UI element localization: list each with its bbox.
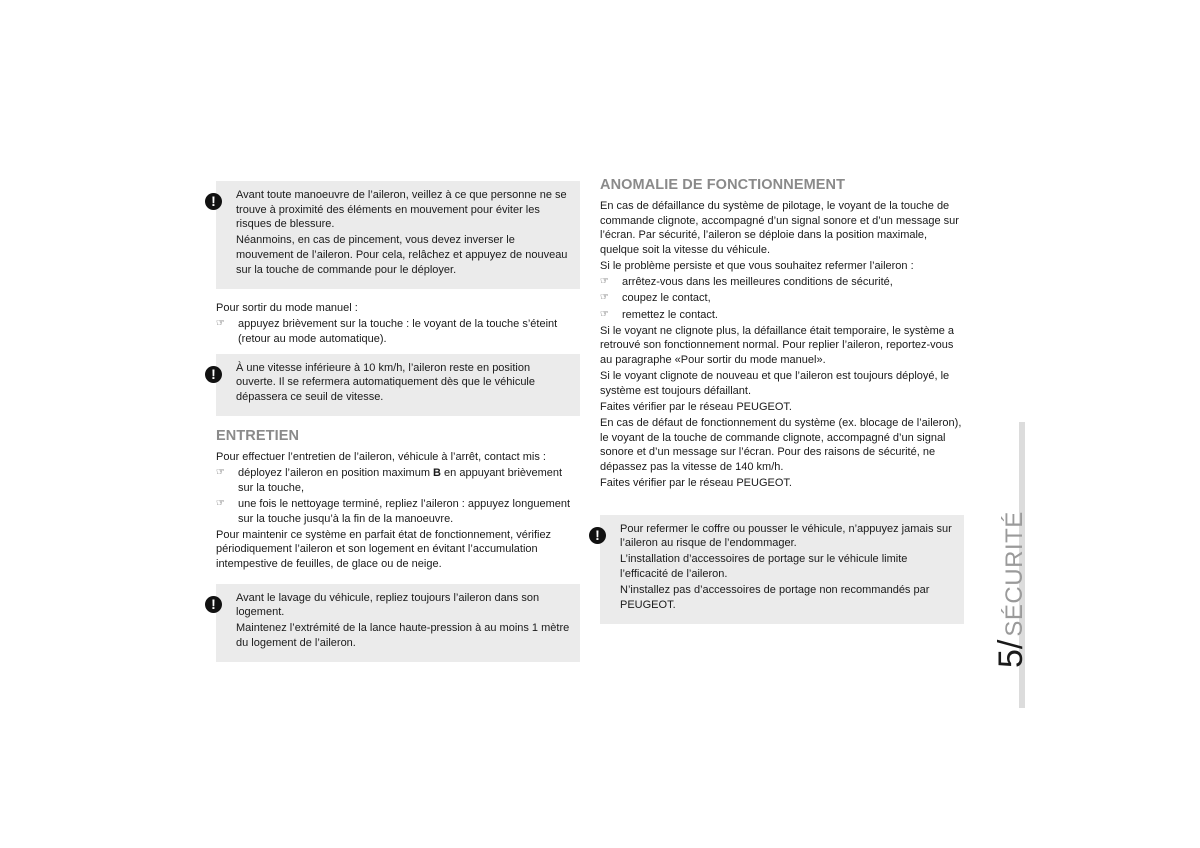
warning-text: Avant le lavage du véhicule, repliez toujours l’aileron dans son logement. <box>236 591 540 619</box>
hand-pointer-icon: ☞ <box>216 467 225 479</box>
list-item-text: déployez l’aileron en position maximum B en appuyant brièvement sur la touche, <box>238 467 563 494</box>
list-item <box>600 291 964 306</box>
position-label-b: B <box>433 467 441 480</box>
warning-text: Maintenez l’extrémité de la lance haute-pression à au moins 1 mètre du logement de l’aileron. <box>236 622 570 649</box>
chapter-title: SÉCURITÉ <box>1001 511 1028 637</box>
section-heading-entretien: ENTRETIEN <box>216 428 300 445</box>
entretien-intro: Pour effectuer l’entretien de l’aileron, véhicule à l’arrêt, contact mis : <box>216 451 546 464</box>
list-item-text: coupez le contact, <box>622 292 711 305</box>
warning-icon: ! <box>205 596 222 613</box>
section-heading-anomalie: ANOMALIE DE FONCTIONNEMENT <box>600 177 846 193</box>
warning-icon: ! <box>205 193 222 210</box>
warning-box-washing <box>211 584 580 663</box>
hand-pointer-icon: ☞ <box>216 498 225 510</box>
hand-pointer-icon: ☞ <box>600 308 609 320</box>
warning-icon: ! <box>205 366 222 383</box>
anomalie-paragraph: Si le voyant ne clignote plus, la défaillance était temporaire, le système a retrouvé son fonctionnement normal. Pour replier l’aileron, reportez-vous au paragraphe «Pour sortir du mode manuel». <box>600 324 955 366</box>
hand-pointer-icon: ☞ <box>216 317 225 329</box>
right-column <box>595 176 964 624</box>
list-item <box>600 308 964 323</box>
list-item-text: appuyez brièvement sur la touche : le voyant de la touche s’éteint (retour au mode automatique). <box>238 317 558 345</box>
entretien-paragraph: Pour maintenir ce système en parfait état de fonctionnement, vérifiez périodiquement l’aileron et son logement en évitant l’accumulation intempestive de feuilles, de glace ou de neige. <box>216 528 552 571</box>
list-item <box>600 275 964 290</box>
anomalie-paragraph: En cas de défaut de fonctionnement du système (ex. blocage de l’aileron), le voyant de la touche de commande clignote, accompagné d’un signal sonore et d’un message sur l’écran. Pour des raisons de sécurité, ne dépassez pas la vitesse de 140 km/h. <box>600 417 962 473</box>
manual-exit-intro: Pour sortir du mode manuel : <box>216 301 358 314</box>
anomalie-paragraph: En cas de défaillance du système de pilotage, le voyant de la touche de commande clignote, accompagné d’un signal sonore et d’un message sur l’écran. Par sécurité, l’aileron se déploie dans la position maximale, quelque soit la vitesse du véhicule. <box>600 200 959 256</box>
warning-box-manoeuvre <box>211 181 580 289</box>
anomalie-paragraph: Si le problème persiste et que vous souhaitez refermer l’aileron : <box>600 259 914 272</box>
left-column <box>211 181 580 662</box>
warning-text: N’installez pas d’accessoires de portage non recommandés par PEUGEOT. <box>620 584 930 611</box>
list-item <box>216 466 580 495</box>
chapter-number: 5/ <box>992 639 1030 668</box>
list-item <box>216 317 580 346</box>
warning-text: Néanmoins, en cas de pincement, vous devez inverser le mouvement de l’aileron. Pour cela, relâchez et appuyez de nouveau sur la touche de commande pour le déployer. <box>236 234 568 276</box>
list-item-text: une fois le nettoyage terminé, repliez l’aileron : appuyez longuement sur la touche jusqu’à la fin de la manoeuvre. <box>238 498 571 525</box>
warning-box-trunk <box>595 515 964 624</box>
warning-box-speed <box>211 354 580 416</box>
list-item-text: arrêtez-vous dans les meilleures conditions de sécurité, <box>622 276 893 289</box>
chapter-label <box>994 511 1036 668</box>
anomalie-paragraph: Si le voyant clignote de nouveau et que l’aileron est toujours déployé, le système est toujours défaillant. <box>600 370 950 397</box>
list-item-text: remettez le contact. <box>622 308 718 321</box>
warning-icon: ! <box>589 527 606 544</box>
warning-text: Pour refermer le coffre ou pousser le véhicule, n’appuyez jamais sur l’aileron au risque de l’endommager. <box>620 522 952 550</box>
warning-text: Avant toute manoeuvre de l’aileron, veillez à ce que personne ne se trouve à proximité des éléments en mouvement pour éviter les risques de blessure. <box>236 189 567 231</box>
hand-pointer-icon: ☞ <box>600 276 609 288</box>
list-item <box>216 497 580 526</box>
warning-text: L’installation d’accessoires de portage sur le véhicule limite l’efficacité de l’aileron. <box>620 553 908 580</box>
anomalie-paragraph: Faites vérifier par le réseau PEUGEOT. <box>600 477 792 490</box>
warning-text: À une vitesse inférieure à 10 km/h, l’aileron reste en position ouverte. Il se refermera automatiquement dès que le véhicule dépassera ce seuil de vitesse. <box>236 361 535 403</box>
hand-pointer-icon: ☞ <box>600 292 609 304</box>
anomalie-paragraph: Faites vérifier par le réseau PEUGEOT. <box>600 400 792 413</box>
